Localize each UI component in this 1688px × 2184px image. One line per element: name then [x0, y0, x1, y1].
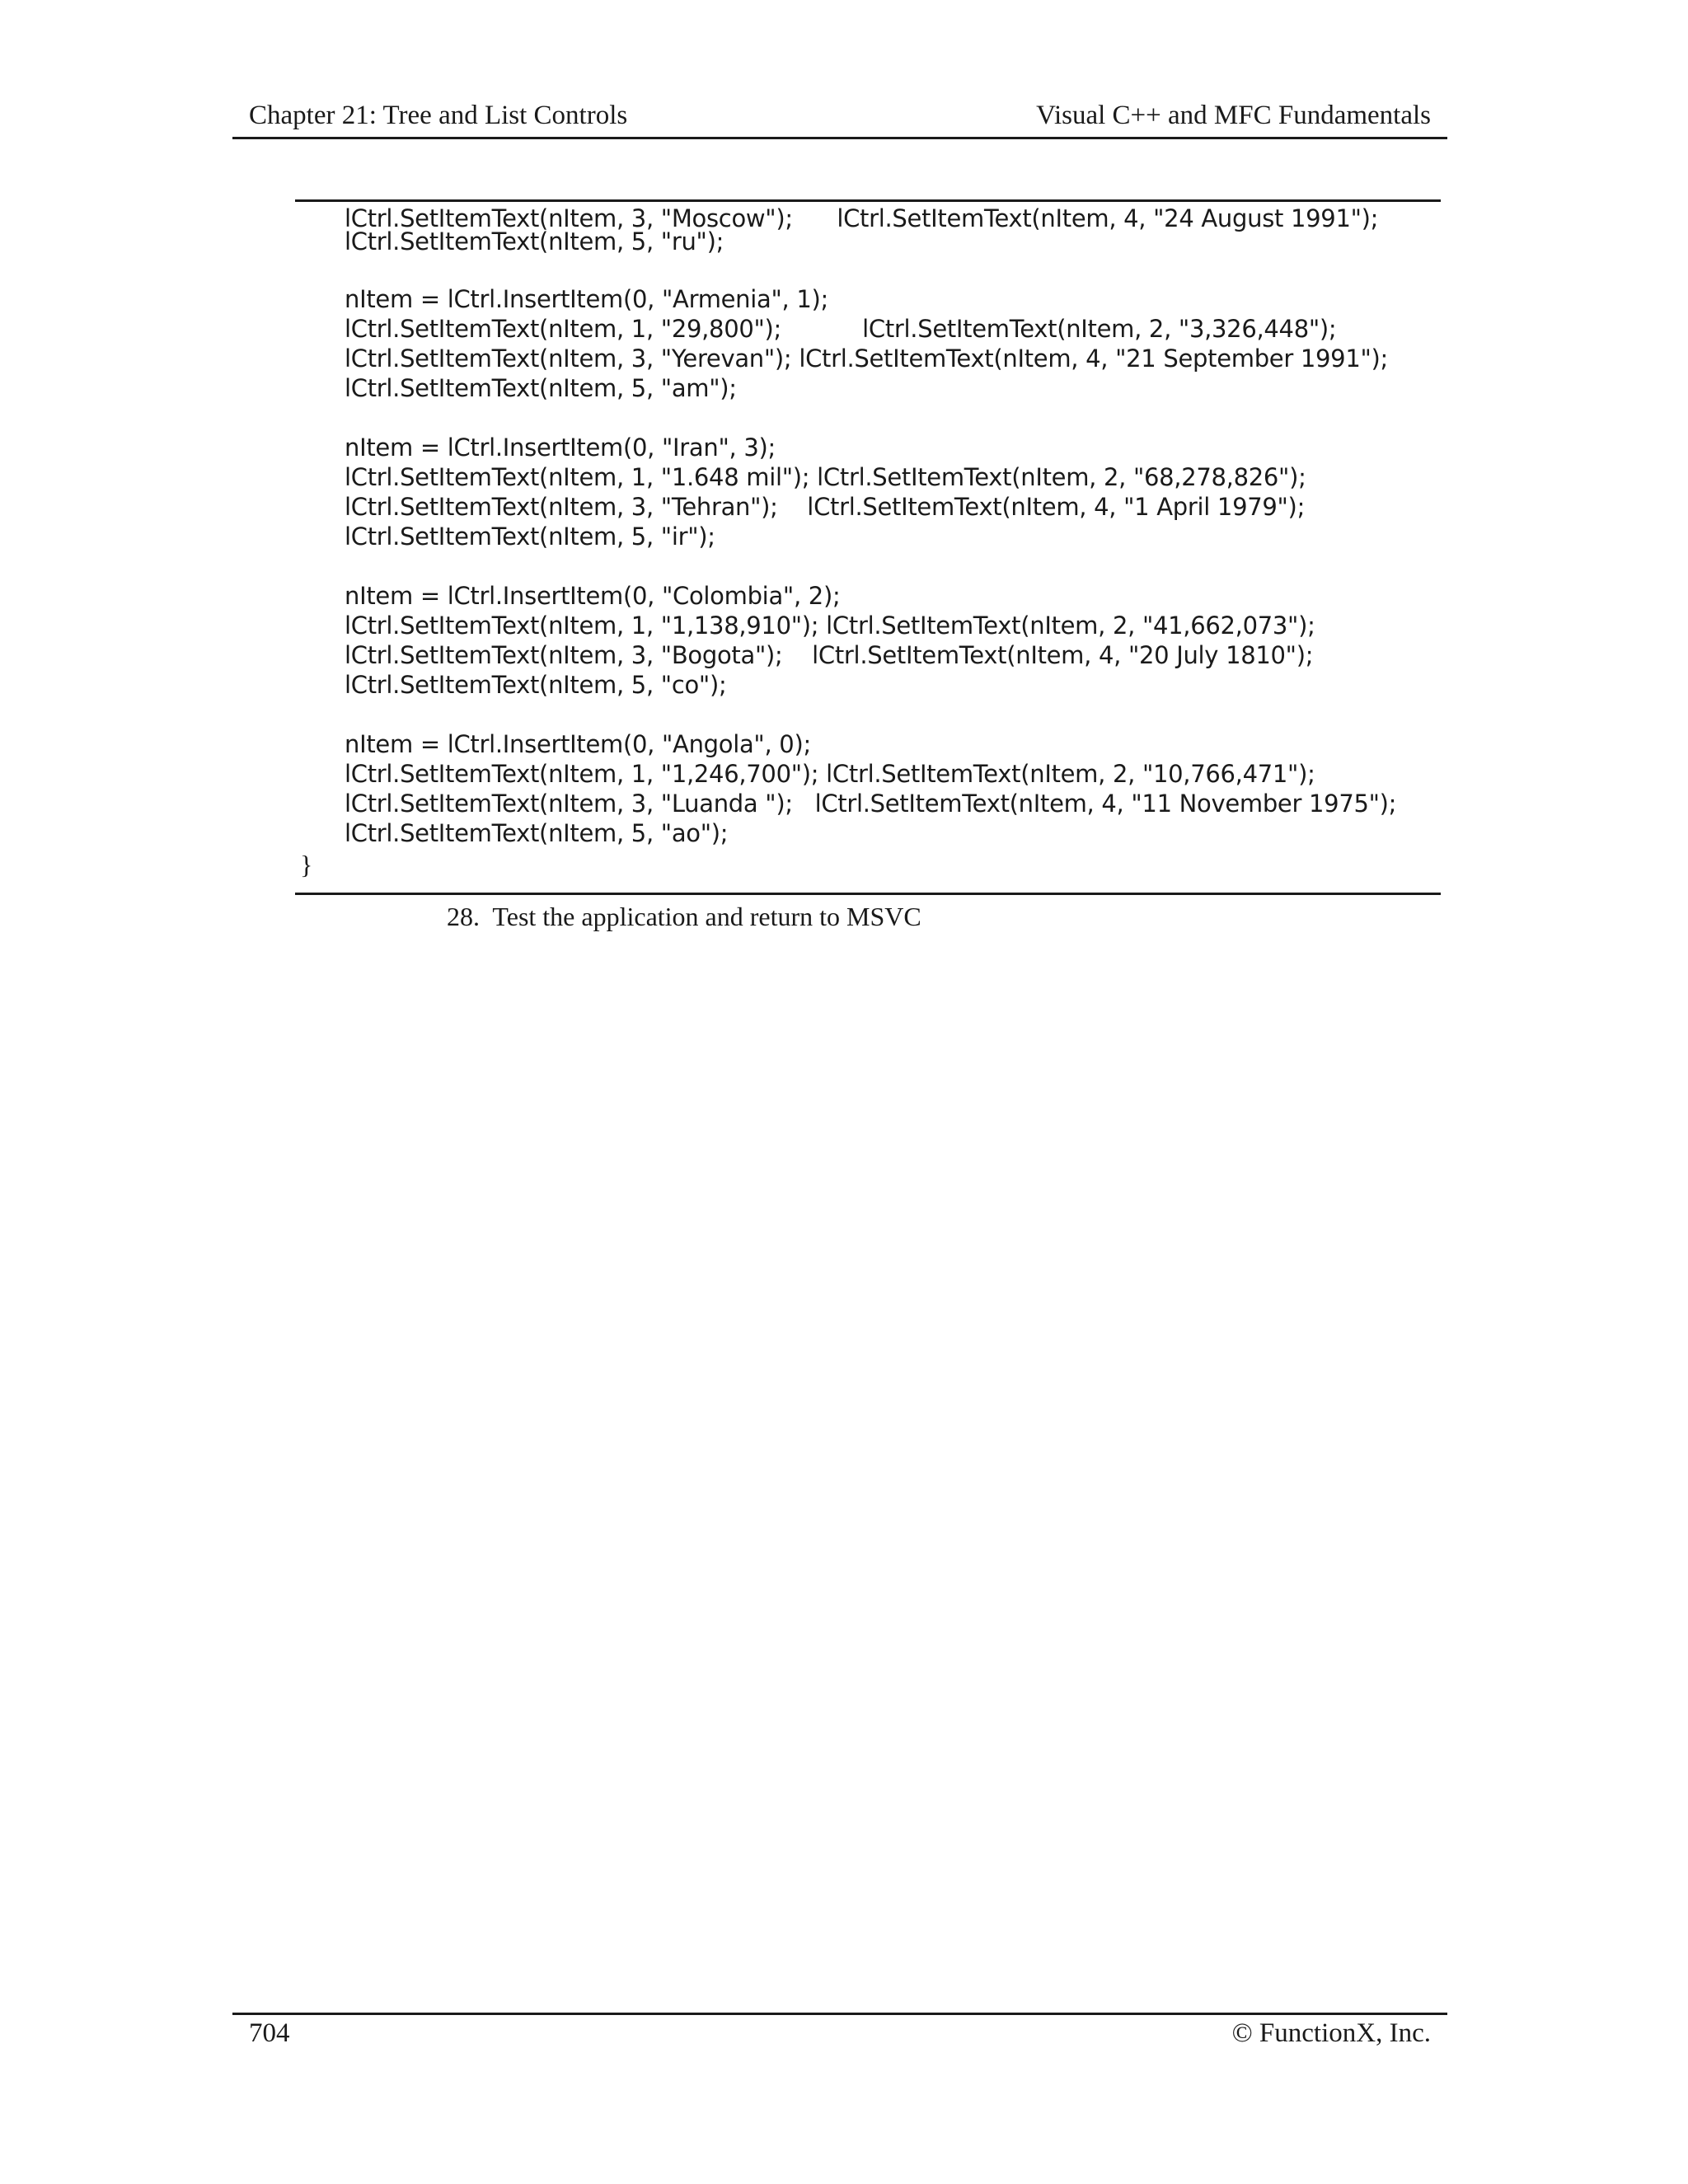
copyright: © FunctionX, Inc.	[1231, 2018, 1431, 2048]
code-listing	[295, 199, 1441, 895]
book-title: Visual C++ and MFC Fundamentals	[1036, 101, 1431, 130]
code-line: lCtrl.SetItemText(nItem, 3, "Luanda "); lCtrl.SetItemText(nItem, 4, "11 November 1975");	[345, 790, 1397, 818]
code-line: lCtrl.SetItemText(nItem, 3, "Moscow"); lCtrl.SetItemText(nItem, 4, "24 August 1991");	[345, 204, 1379, 232]
closing-brace: }	[300, 850, 313, 879]
code-line: lCtrl.SetItemText(nItem, 3, "Bogota"); lCtrl.SetItemText(nItem, 4, "20 July 1810");	[345, 641, 1314, 669]
chapter-title: Chapter 21: Tree and List Controls	[249, 101, 628, 130]
code-line: nItem = lCtrl.InsertItem(0, "Iran", 3);	[345, 434, 776, 462]
page-footer	[232, 2013, 1447, 2056]
code-line: nItem = lCtrl.InsertItem(0, "Colombia", 2);	[345, 582, 841, 610]
code-line: lCtrl.SetItemText(nItem, 1, "1.648 mil"); lCtrl.SetItemText(nItem, 2, "68,278,826");	[345, 463, 1306, 491]
code-line: lCtrl.SetItemText(nItem, 1, "1,246,700"); lCtrl.SetItemText(nItem, 2, "10,766,471");	[345, 760, 1315, 788]
code-line: lCtrl.SetItemText(nItem, 3, "Tehran"); lCtrl.SetItemText(nItem, 4, "1 April 1979");	[345, 493, 1306, 521]
code-line: lCtrl.SetItemText(nItem, 5, "co");	[345, 671, 727, 699]
page-number: 704	[249, 2018, 290, 2048]
code-line: lCtrl.SetItemText(nItem, 3, "Yerevan"); lCtrl.SetItemText(nItem, 4, "21 September 1991");	[345, 344, 1389, 373]
code-line: lCtrl.SetItemText(nItem, 5, "am");	[345, 374, 737, 402]
code-line: lCtrl.SetItemText(nItem, 1, "29,800"); lCtrl.SetItemText(nItem, 2, "3,326,448");	[345, 315, 1337, 343]
code-line: lCtrl.SetItemText(nItem, 5, "ao");	[345, 819, 729, 847]
page-header	[232, 97, 1447, 139]
step-28: 28. Test the application and return to MSVC	[447, 902, 921, 931]
code-line: lCtrl.SetItemText(nItem, 1, "1,138,910"); lCtrl.SetItemText(nItem, 2, "41,662,073");	[345, 612, 1315, 640]
code-line: nItem = lCtrl.InsertItem(0, "Armenia", 1);	[345, 285, 828, 313]
code-line: lCtrl.SetItemText(nItem, 5, "ru");	[345, 227, 724, 255]
code-line: lCtrl.SetItemText(nItem, 5, "ir");	[345, 523, 715, 551]
code-line: nItem = lCtrl.InsertItem(0, "Angola", 0);	[345, 730, 811, 758]
